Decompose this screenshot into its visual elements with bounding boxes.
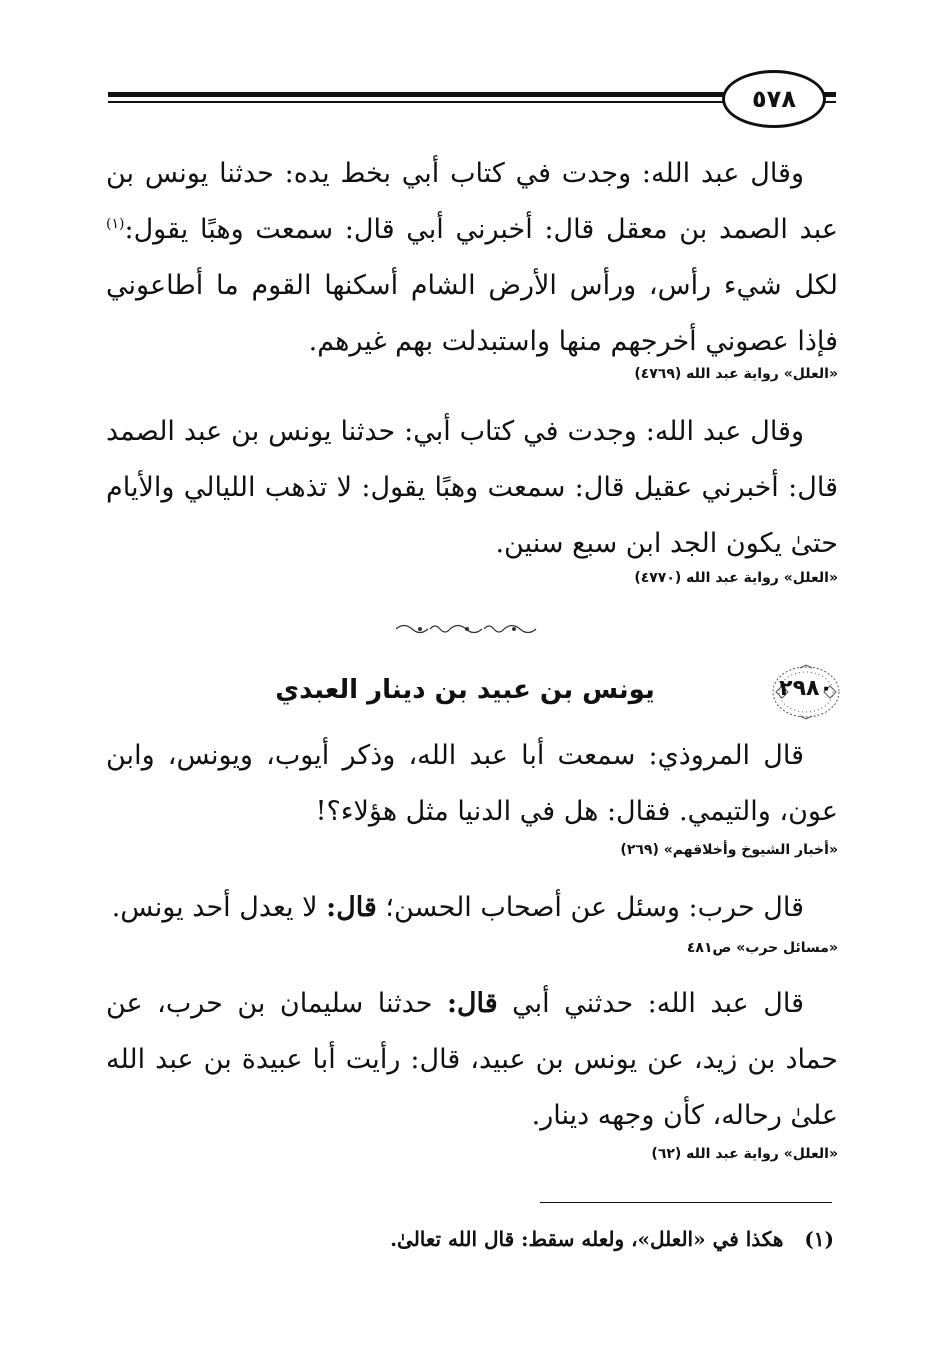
footnote-text: هكذا في «العلل»، ولعله سقط: قال الله تعالىٰ. bbox=[390, 1227, 784, 1251]
footnote bbox=[300, 1222, 834, 1256]
source-reference: «مسائل حرب» ص٤٨١ bbox=[686, 940, 838, 956]
source-reference: «العلل» رواية عبد الله (٦٢) bbox=[651, 1146, 838, 1162]
paragraph-1 bbox=[106, 146, 838, 370]
page-number-badge bbox=[722, 70, 826, 128]
paragraph-text: قال المروذي: سمعت أبا عبد الله، وذكر أيوب، ويونس، وابن عون، والتيمي. فقال: هل في الدنيا مثل هؤلاء؟! bbox=[106, 740, 838, 827]
entry-paragraph-2 bbox=[106, 880, 838, 936]
entry-number-medallion bbox=[770, 664, 842, 720]
entry-number: ٢٩٨٠ bbox=[779, 676, 833, 701]
paragraph-text: وقال عبد الله: وجدت في كتاب أبي بخط يده: حدثنا يونس بن عبد الصمد بن معقل قال: أخبرني أبي قال: سمعت وهبًا يقول:$^{(١)}$ لكل شيء رأس، ورأس الأرض الشام أسكنها القوم ما أطاعوني فإذا عصوني أخرجهم منها واستبدلت بهم غيرهم. bbox=[106, 158, 838, 357]
paragraph-text: قال حرب: وسئل عن أصحاب الحسن؛ قال: لا يعدل أحد يونس. bbox=[111, 892, 804, 923]
footnote-marker: (١) bbox=[804, 1227, 834, 1251]
paragraph-text: وقال عبد الله: وجدت في كتاب أبي: حدثنا يونس بن عبد الصمد قال: أخبرني عقيل قال: سمعت وهبًا يقول: لا تذهب الليالي والأيام حتىٰ يكون الجد ابن سبع سنين. bbox=[106, 416, 838, 559]
source-reference: «أخبار الشيوخ وأخلاقهم» (٢٦٩) bbox=[620, 842, 838, 858]
entry-paragraph-1 bbox=[106, 728, 838, 840]
paragraph-text: قال عبد الله: حدثني أبي قال: حدثنا سليمان بن حرب، عن حماد بن زيد، عن يونس بن عبيد، قال: رأيت أبا عبيدة بن عبد الله علىٰ رحاله، كأن وجهه دينار. bbox=[106, 988, 838, 1131]
paragraph-2 bbox=[106, 404, 838, 572]
entry-title: يونس بن عبيد بن دينار العبدي bbox=[275, 675, 655, 705]
page-number: ٥٧٨ bbox=[752, 85, 796, 113]
source-reference: «العلل» رواية عبد الله (٤٧٧٠) bbox=[634, 570, 838, 586]
footnote-marker: (١) bbox=[106, 216, 125, 232]
source-reference: «العلل» رواية عبد الله (٤٧٦٩) bbox=[634, 366, 838, 382]
footnote-rule bbox=[540, 1202, 832, 1203]
entry-paragraph-3 bbox=[106, 976, 838, 1144]
ornament-divider-icon bbox=[392, 622, 542, 636]
